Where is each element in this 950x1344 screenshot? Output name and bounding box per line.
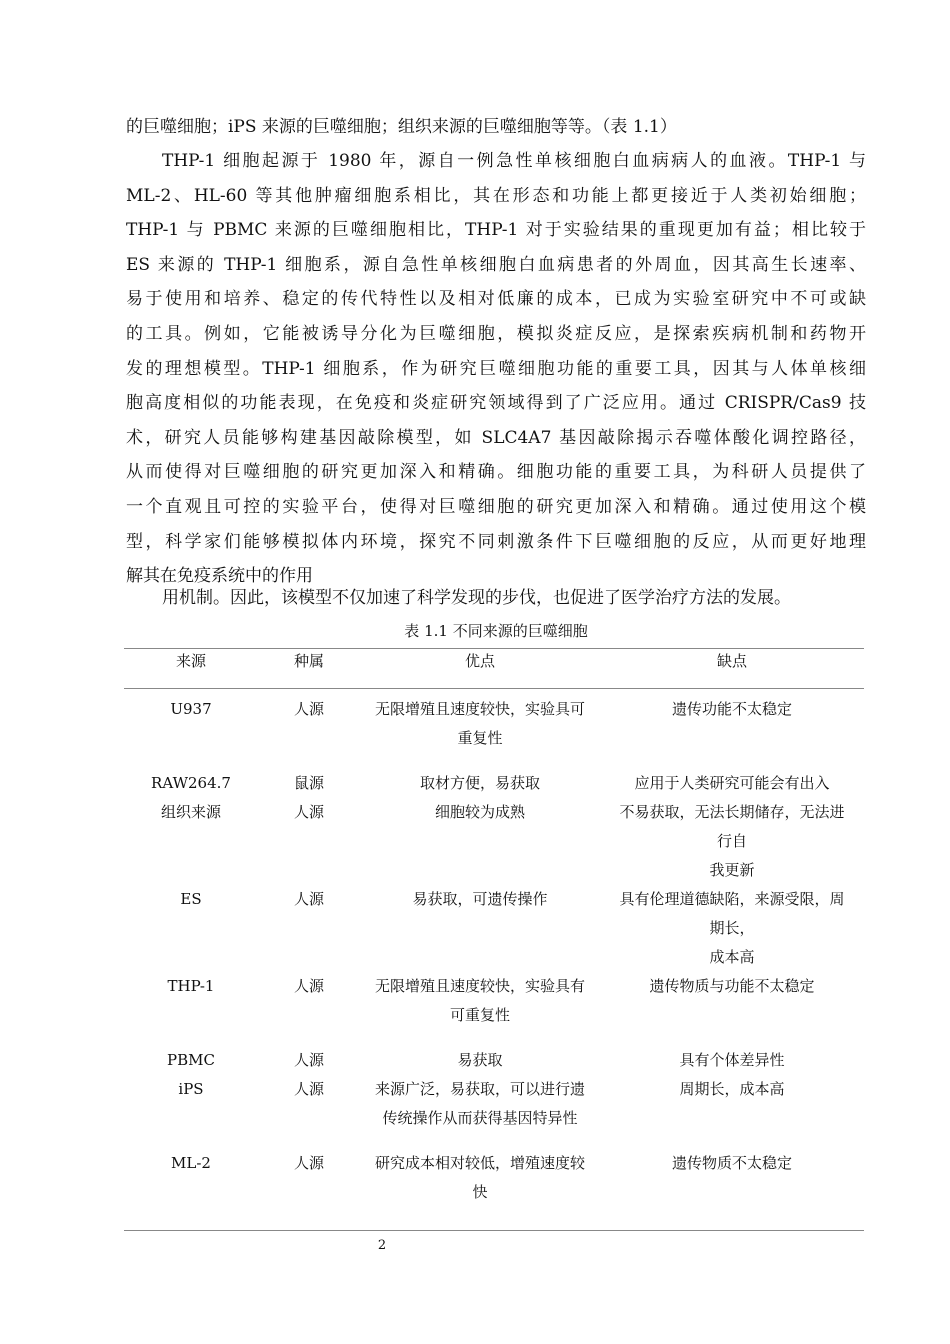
table-bottom-rule [124,1230,864,1231]
cell-source: ML-2 [171,1154,211,1172]
cell-cons [600,972,864,1030]
cell-species: 人源 [293,890,324,908]
cell-source: iPS [178,1080,204,1098]
paragraph-continuation [126,110,866,145]
cell-pros [360,885,600,972]
paragraph-line: 发的理想模型。THP-1 细胞系，作为研究巨噬细胞功能的重要工具，因其与人体单核细 [126,358,866,379]
cell-species: 人源 [293,977,324,995]
cell-source: PBMC [167,1051,215,1069]
cell-line: 传统操作从而获得基因特异性 [382,1109,578,1127]
table-spacer [124,1030,864,1046]
table-row [124,798,864,885]
paragraph-conclusion [126,581,866,616]
cell-pros [360,972,600,1030]
paragraph-line: 用机制。因此，该模型不仅加速了科学发现的步伐，也促进了医学治疗方法的发展。 [162,588,791,608]
cell-cons [600,885,864,972]
cell-pros [360,695,600,753]
paragraph-line: 胞高度相似的功能表现，在免疫和炎症研究领域得到了广泛应用。通过 CRISPR/Cas9 技 [126,393,866,414]
column-header-species: 种属 [293,652,324,670]
cell-line: 细胞较为成熟 [434,803,525,821]
paragraph-line: 的巨噬细胞；iPS 来源的巨噬细胞；组织来源的巨噬细胞等等。（表 1.1） [126,117,677,137]
table-spacer [124,1133,864,1149]
cell-line: 重复性 [457,729,503,747]
paragraph-line: 易于使用和培养、稳定的传代特性以及相对低廉的成本，已成为实验室研究中不可或缺 [126,289,866,310]
cell-source: 组织来源 [160,803,221,821]
cell-cons [600,1046,864,1075]
cell-line: 易获取，可遗传操作 [412,890,548,908]
column-header-pros: 优点 [464,652,495,670]
table-header-row [124,648,864,688]
cell-cons [600,798,864,885]
paragraph-thp1 [126,144,866,594]
cell-line: 易获取 [457,1051,503,1069]
cell-line: 不易获取，无法长期储存，无法进 [619,803,845,821]
table-row [124,885,864,972]
paragraph-line: 术，研究人员能够构建基因敲除模型，如 SLC4A7 基因敲除揭示吞噬体酸化调控路径， [126,427,866,448]
table-spacer [124,753,864,769]
cell-line: 具有伦理道德缺陷，来源受限，周 [619,890,845,908]
cell-line: 期长， [709,919,755,937]
cell-line: 遗传物质与功能不太稳定 [649,977,815,995]
cell-species: 鼠源 [293,774,324,792]
cell-line: 周期长，成本高 [679,1080,785,1098]
cell-source: ES [180,890,202,908]
cell-line: 应用于人类研究可能会有出入 [634,774,830,792]
cell-line: 来源广泛，易获取，可以进行遗 [374,1080,585,1098]
paragraph-line: 一个直观且可控的实验平台，使得对巨噬细胞的研究更加深入和精确。通过使用这个模 [126,496,866,517]
table-caption: 表 1.1 不同来源的巨噬细胞 [404,622,588,640]
table-spacer [124,688,864,695]
cell-pros [360,769,600,798]
cell-line: 行自 [716,832,747,850]
cell-species: 人源 [293,1080,324,1098]
macrophage-source-table [124,648,864,1207]
column-header-source: 来源 [175,652,206,670]
cell-source: U937 [170,700,212,718]
cell-line: 遗传物质不太稳定 [671,1154,792,1172]
cell-line: 取材方便，易获取 [419,774,540,792]
table-row [124,695,864,753]
cell-species: 人源 [293,803,324,821]
cell-line: 无限增殖且速度较快，实验具有 [374,977,585,995]
paragraph-line: ML-2、HL-60 等其他肿瘤细胞系相比，其在形态和功能上都更接近于人类初始细胞； [126,185,866,206]
table-row [124,769,864,798]
paragraph-line: 从而使得对巨噬细胞的研究更加深入和精确。细胞功能的重要工具，为科研人员提供了 [126,462,866,483]
cell-line: 研究成本相对较低，增殖速度较 [374,1154,585,1172]
cell-line: 成本高 [709,948,755,966]
cell-pros [360,1075,600,1133]
table-row [124,972,864,1030]
cell-line: 具有个体差异性 [679,1051,785,1069]
cell-cons [600,1149,864,1207]
cell-pros [360,798,600,885]
cell-species: 人源 [293,1154,324,1172]
cell-species: 人源 [293,700,324,718]
cell-line: 遗传功能不太稳定 [671,700,792,718]
cell-line: 我更新 [709,861,755,879]
paragraph-line: 型，科学家们能够模拟体内环境，探究不同刺激条件下巨噬细胞的反应，从而更好地理 [126,531,866,552]
cell-pros [360,1149,600,1207]
table-row [124,1149,864,1207]
page-number: 2 [377,1238,387,1253]
cell-line: 快 [472,1183,488,1201]
cell-line: 可重复性 [449,1006,510,1024]
cell-line: 无限增殖且速度较快，实验具可 [374,700,585,718]
cell-source: RAW264.7 [151,774,231,792]
table-row [124,1075,864,1133]
cell-cons [600,1075,864,1133]
paragraph-line: 解其在免疫系统中的作用 [126,566,313,587]
cell-source: THP-1 [167,977,215,995]
paragraph-line: ES 来源的 THP-1 细胞系，源自急性单核细胞白血病患者的外周血，因其高生长速率、 [126,254,866,275]
column-header-cons: 缺点 [716,652,747,670]
paragraph-line: THP-1 与 PBMC 来源的巨噬细胞相比，THP-1 对于实验结果的重现更加有益；相比较于 [126,220,866,241]
cell-species: 人源 [293,1051,324,1069]
paragraph-line: 的工具。例如，它能被诱导分化为巨噬细胞，模拟炎症反应，是探索疾病机制和药物开 [126,323,866,344]
cell-cons [600,769,864,798]
cell-pros [360,1046,600,1075]
table-row [124,1046,864,1075]
paragraph-line: THP-1 细胞起源于 1980 年，源自一例急性单核细胞白血病病人的血液。THP-1 与 [162,151,866,171]
cell-cons [600,695,864,753]
